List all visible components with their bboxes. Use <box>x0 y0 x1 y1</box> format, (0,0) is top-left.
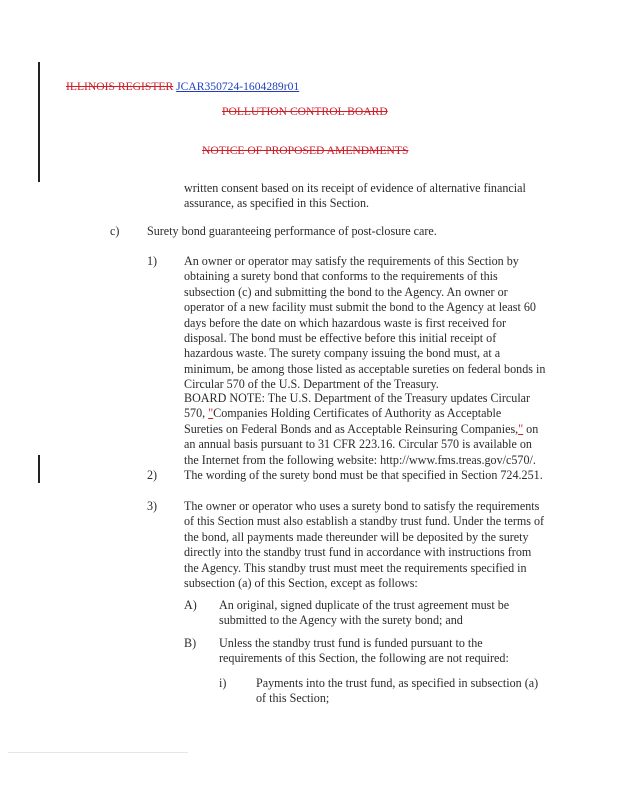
change-bar-middle <box>38 455 40 483</box>
text-fragment: 570, <box>184 406 209 421</box>
text-line: An owner or operator may satisfy the requirements of this Section by <box>184 254 519 268</box>
item-i-text <box>256 676 538 707</box>
notice-heading: NOTICE OF PROPOSED AMENDMENTS <box>202 144 409 157</box>
paragraph-2-text <box>184 468 543 483</box>
subsection-c-label: c) <box>110 224 120 238</box>
text-line <box>184 406 538 421</box>
text-line: An original, signed duplicate of the trust agreement must be <box>219 598 510 612</box>
text-line: operator of a new facility must submit the bond to the Agency at least 60 <box>184 300 536 315</box>
text-fragment: Companies Holding Certificates of Authority as Acceptable <box>213 406 502 421</box>
text-line: Payments into the trust fund, as specified in subsection (a) <box>256 676 539 690</box>
board-note <box>184 391 538 468</box>
register-heading <box>66 80 299 93</box>
text-line: the bond, all payments made thereunder will be deposited by the surety <box>184 529 529 544</box>
text-line <box>184 422 538 437</box>
text-line: of this Section must also establish a standby trust fund. Under the terms of <box>184 514 545 529</box>
text-line: minimum, be among those listed as acceptable sureties on federal bonds in <box>184 361 546 376</box>
text-line: an annual basis pursuant to 31 CFR 223.16. Circular 570 is available on <box>184 437 532 452</box>
subparagraph-a-label: A) <box>184 598 197 612</box>
text-line: The owner or operator who uses a surety bond to satisfy the requirements <box>184 499 540 513</box>
text-line: directly into the standby trust fund in accordance with instructions from <box>184 545 532 560</box>
text-line: written consent based on its receipt of evidence of alternative financial <box>184 181 526 195</box>
item-i-label: i) <box>219 676 227 690</box>
text-line: hazardous waste. The surety company issuing the bond must, at a <box>184 346 501 361</box>
text-line: days before the date on which hazardous waste is first received for <box>184 315 507 330</box>
text-line: Surety bond guaranteeing performance of post-closure care. <box>147 224 437 238</box>
text-line: disposal. The bond must be effective before this initial receipt of <box>184 331 497 346</box>
text-fragment: on <box>523 421 539 436</box>
paragraph-1-label: 1) <box>147 254 158 268</box>
footer-rule <box>8 752 188 753</box>
register-inserted-text: JCAR350724-1604289r01 <box>176 80 300 93</box>
subsection-c-text <box>147 224 437 239</box>
text-line: the Internet from the following website: http://www.fms.treas.gov/c570/. <box>184 452 536 467</box>
paragraph-3-text <box>184 499 544 591</box>
text-line: subsection (c) and submitting the bond to the Agency. An owner or <box>184 284 508 299</box>
text-line: obtaining a surety bond that conforms to the requirements of this <box>184 269 498 284</box>
paragraph-2-label: 2) <box>147 468 158 482</box>
agency-heading: POLLUTION CONTROL BOARD <box>222 105 388 118</box>
subparagraph-b-text <box>219 636 509 667</box>
paragraph-1-text <box>184 254 545 393</box>
text-line: The wording of the surety bond must be that specified in Section 724.251. <box>184 468 543 482</box>
change-bar-top <box>38 62 40 182</box>
text-line: BOARD NOTE: The U.S. Department of the Treasury updates Circular <box>184 391 531 405</box>
text-line: Unless the standby trust fund is funded pursuant to the <box>219 636 483 650</box>
text-line: subsection (a) of this Section, except as follows: <box>184 576 418 591</box>
text-line: Circular 570 of the U.S. Department of the Treasury. <box>184 377 439 392</box>
text-line: the Agency. This standby trust must meet the requirements specified in <box>184 560 527 575</box>
text-line: assurance, as specified in this Section. <box>184 196 370 211</box>
paragraph-3-label: 3) <box>147 499 158 513</box>
inserted-quote-mark: " <box>518 421 524 436</box>
text-line: of this Section; <box>256 691 330 706</box>
inserted-quote-mark: " <box>208 406 214 421</box>
text-line: requirements of this Section, the following are not required: <box>219 651 509 666</box>
subparagraph-a-text <box>219 598 509 629</box>
text-fragment: Sureties on Federal Bonds and as Acceptable Reinsuring Companies, <box>184 421 519 436</box>
register-deleted-text: ILLINOIS REGISTER <box>66 80 174 93</box>
consent-paragraph <box>184 181 526 212</box>
text-line: submitted to the Agency with the surety bond; and <box>219 613 463 628</box>
subparagraph-b-label: B) <box>184 636 197 650</box>
